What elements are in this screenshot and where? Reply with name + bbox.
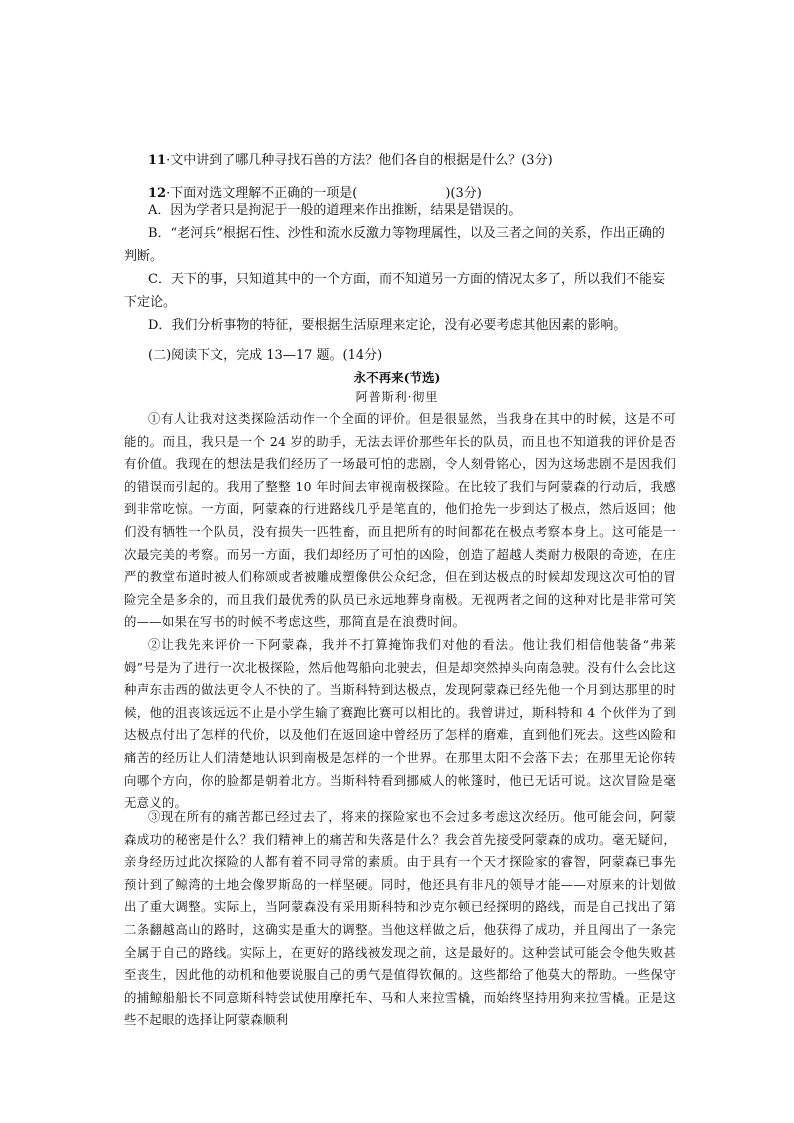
option-a: A．因为学者只是拘泥于一般的道理来作出推断，结果是错误的。 [148,203,522,218]
option-d: D．我们分析事物的特征，要根据生活原理来定论，没有必要考虑其他因素的影响。 [148,318,627,333]
article-paragraph-1: ①有人让我对这类探险活动作一个全面的评价。但是很显然，当我身在其中的时候，这是不可能的。而且，我只是一个 24 岁的助手，无法去评价那些年长的队员，而且也不知道我的评价是否有价值。我现在的想法是我们经历了一场最可怕的悲剧，令人刻骨铭心，因为这场悲剧不是因我们的错误而引起的。我用了整整 10 年时间去审视南极探险。在比较了我们与阿蒙森的行动后，我感到非常吃惊。一方面，阿蒙森的行进路线几乎是笔直的，他们抢先一步到达了极点，然后返回；他们没有牺牲一个队员，没有损失一匹牲畜，而且把所有的时间都花在极点考察本身上。这可能是一次最完美的考察。而另一方面，我们却经历了可怕的凶险，创造了超越人类耐力极限的奇迹，在庄严的教堂布道时被人们称颂或者被雕成塑像供公众纪念，但在到达极点的时候却发现这次可怕的冒险完全是多余的，而且我们最优秀的队员已永远地葬身南极。无视两者之间的这种对比是非常可笑的——如果在写书的时候不考虑这些，那简直是在浪费时间。 [124,411,676,630]
question-11-number: 11 [148,153,167,168]
option-b [124,222,676,268]
article-paragraph-3: ③现在所有的痛苦都已经过去了，将来的探险家也不会过多考虑这次经历。他可能会问，阿蒙森成功的秘密是什么？我们精神上的痛苦和失落是什么？我会首先接受阿蒙森的成功。毫无疑问，亲身经历过此次探险的人都有着不同寻常的素质。由于具有一个天才探险家的睿智，阿蒙森已事先预计到了鲸湾的土地会像罗斯岛的一样坚硬。同时，他还具有非凡的领导才能——对原来的计划做出了重大调整。实际上，当阿蒙森没有采用斯科特和沙克尔顿已经探明的路线，而是自己找出了第二条翻越高山的路时，这确实是重大的调整。当他这样做之后，他获得了成功，并且闯出了一条完全属于自己的路线。实际上，在更好的路线被发现之前，这是最好的。这种尝试可能会令他失败甚至丧生，因此他的动机和他要说服自己的勇气是值得钦佩的。这些都给了他莫大的帮助。一些保守的捕鲸船船长不同意斯科特尝试使用摩托车、马和人来拉雪橇，而始终坚持用狗来拉雪橇。正是这些不起眼的选择让阿蒙森顺利 [124,809,676,1028]
article-title: 永不再来(节选) [353,370,441,385]
article-author: 阿普斯利·彻里 [355,390,439,404]
option-c: C．天下的事，只知道其中的一个方面，而不知道另一方面的情况太多了，所以我们不能妄下定论。 [124,272,665,310]
question-11-text: ·文中讲到了哪几种寻找石兽的方法？他们各自的根据是什么？(3分) [166,153,553,168]
section-heading: (二)阅读下文，完成 13—17 题。(14分) [148,348,383,363]
article-paragraph-2: ②让我先来评价一下阿蒙森，我并不打算掩饰我们对他的看法。他让我们相信他装备“弗莱姆”号是为了进行一次北极探险，然后他驾船向北驶去，但是却突然掉头向南急驶。没有什么会比这种声东击西的做法更令人不快的了。当斯科特到达极点，发现阿蒙森已经先他一个月到达那里的时候，他的沮丧该远远不止是小学生输了赛跑比赛可以相比的。我曾讲过，斯科特和 4 个伙伴为了到达极点付出了怎样的代价，以及他们在返回途中曾经历了怎样的磨难，直到他们死去。这些凶险和痛苦的经历让人们清楚地认识到南极是怎样的一个世界。在那里太阳不会落下去；在那里无论你转向哪个方向，你的脸都是朝着北方。当斯科特看到挪威人的帐篷时，他已无话可说。这次冒险是毫无意义的。 [124,637,676,811]
question-11 [148,151,553,171]
question-12-number: 12 [148,186,167,201]
question-12-points: )(3分) [445,186,482,201]
option-b-text: B．“老河兵”根据石性、沙性和流水反激力等物理属性，以及三者之间的关系，作出正确的判断。 [124,226,665,264]
question-12-stem: ·下面对选文理解不正确的一项是( [166,186,358,201]
